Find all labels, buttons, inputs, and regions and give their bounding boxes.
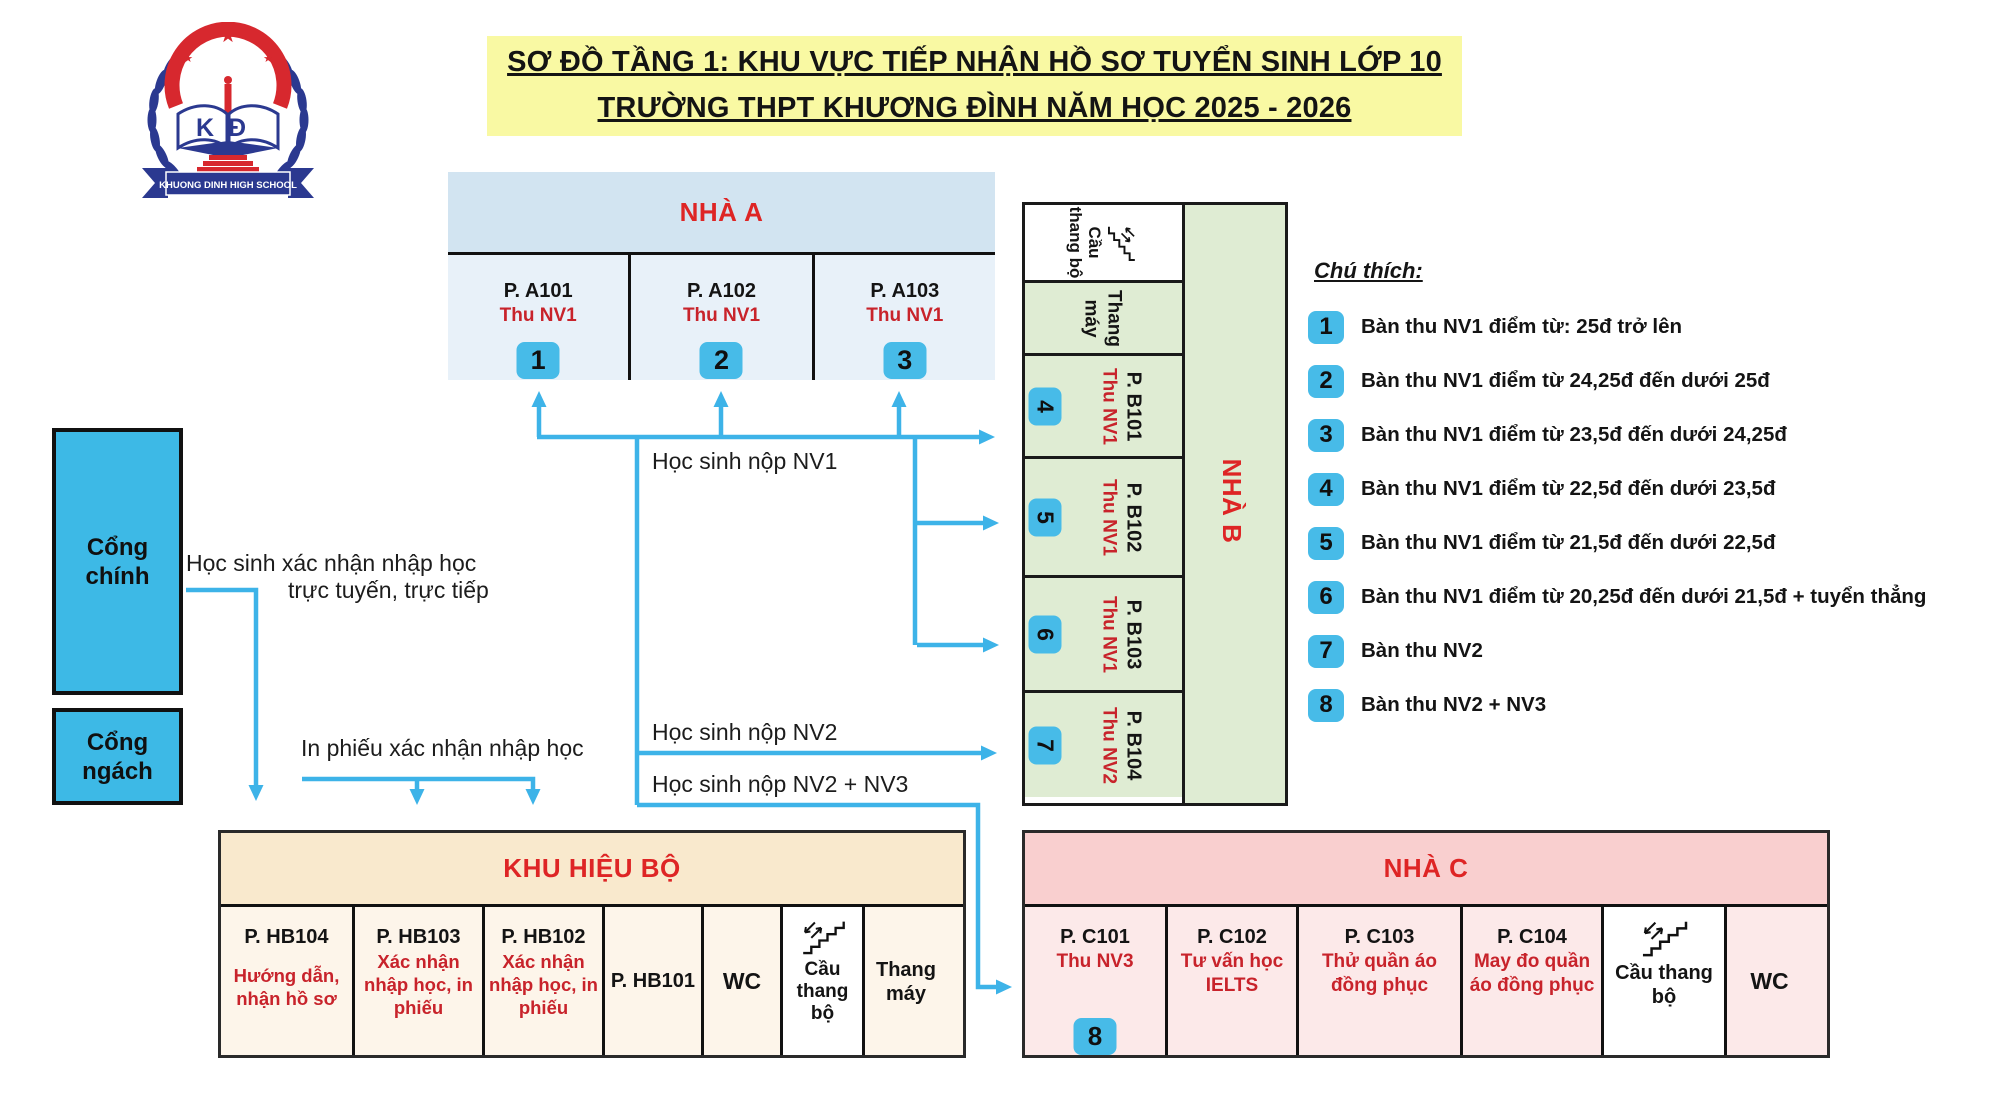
school-logo (128, 22, 328, 200)
badge-5: 5 (1028, 498, 1061, 536)
room-a101: P. A101 Thu NV1 1 (448, 255, 628, 380)
badge-3: 3 (883, 342, 926, 379)
building-nha-b-title-column (1185, 205, 1285, 803)
building-nha-a (448, 172, 995, 380)
room-a102: P. A102 Thu NV1 2 (628, 255, 811, 380)
legend-badge-4: 4 (1308, 473, 1344, 506)
room-hb104: P. HB104 Hướng dẫn, nhận hồ sơ (233, 926, 340, 1009)
room-b104: P. B104 Thu NV2 7 (1025, 690, 1182, 797)
building-nha-b (1022, 202, 1288, 806)
room-b101: P. B101 Thu NV1 4 (1025, 353, 1182, 456)
legend-badge-2: 2 (1308, 365, 1344, 398)
room-a103: P. A103 Thu NV1 3 (812, 255, 995, 380)
flow-label-nv1: Học sinh nộp NV1 (652, 448, 838, 474)
building-nha-b-title: NHÀ B (1217, 458, 1248, 544)
star-icon: ★ (183, 53, 193, 65)
stairwell-nha-c (1601, 907, 1724, 1055)
building-nha-a-title: NHÀ A (448, 172, 995, 252)
legend-badge-6: 6 (1308, 581, 1344, 614)
stairs-icon (1107, 220, 1141, 266)
stairwell-nha-b (1025, 205, 1182, 280)
legend-badge-5: 5 (1308, 527, 1344, 560)
room-hb103: P. HB103 Xác nhận nhập học, in phiếu (352, 907, 482, 1055)
badge-7: 7 (1028, 726, 1061, 764)
stairwell-label: Cầu thang bộ (796, 959, 849, 1024)
room-c102: P. C102 Tư vấn học IELTS (1165, 907, 1296, 1055)
logo-banner-text: KHUONG DINH HIGH SCHOOL (159, 180, 297, 191)
legend-item: 3 Bàn thu NV1 điểm từ 23,5đ đến dưới 24,25đ (1308, 408, 1998, 462)
legend-item: 1 Bàn thu NV1 điểm từ: 25đ trở lên (1308, 300, 1998, 354)
flow-label-confirm: Học sinh xác nhận nhập học trực tuyến, trực tiếp (186, 550, 489, 603)
badge-4: 4 (1028, 387, 1061, 425)
room-hb101: P. HB101 (602, 907, 701, 1055)
badge-6: 6 (1028, 615, 1061, 653)
room-c101: P. C101 Thu NV3 8 (1025, 907, 1165, 1055)
building-nha-c-title: NHÀ C (1025, 833, 1827, 907)
flow-label-print-slip: In phiếu xác nhận nhập học (301, 735, 584, 761)
room-hb102: P. HB102 Xác nhận nhập học, in phiếu (482, 907, 602, 1055)
elevator-label: Thang máy (876, 959, 936, 1005)
side-gate: Cổng ngách (52, 708, 183, 805)
room-b103: P. B103 Thu NV1 6 (1025, 575, 1182, 690)
flow-label-nv2: Học sinh nộp NV2 (652, 719, 838, 745)
page-title-line2: TRƯỜNG THPT KHƯƠNG ĐÌNH NĂM HỌC 2025 - 2026 (597, 92, 1352, 124)
room-c103: P. C103 Thử quần áo đồng phục (1296, 907, 1460, 1055)
legend-item: 8 Bàn thu NV2 + NV3 (1308, 678, 1998, 732)
legend-badge-8: 8 (1308, 689, 1344, 722)
legend-item: 4 Bàn thu NV1 điểm từ 22,5đ đến dưới 23,5đ (1308, 462, 1998, 516)
legend-title: Chú thích: (1314, 258, 1423, 283)
page-title-line1: SƠ ĐỒ TẦNG 1: KHU VỰC TIẾP NHẬN HỒ SƠ TUYỂN SINH LỚP 10 (507, 46, 1442, 78)
stairwell-khb (780, 907, 862, 1055)
star-icon: ★ (263, 53, 273, 65)
flow-label-nv2-nv3: Học sinh nộp NV2 + NV3 (652, 771, 909, 797)
legend-badge-3: 3 (1308, 419, 1344, 452)
legend-item: 2 Bàn thu NV1 điểm từ 24,25đ đến dưới 25đ (1308, 354, 1998, 408)
room-wc-c: WC (1724, 907, 1812, 1055)
badge-8: 8 (1074, 1018, 1117, 1055)
badge-2: 2 (700, 342, 743, 379)
main-gate: Cổng chính (52, 428, 183, 695)
star-icon: ★ (219, 25, 237, 47)
room-b102: P. B102 Thu NV1 5 (1025, 456, 1182, 575)
stairwell-label: Cầu thang bộ (1615, 962, 1713, 1008)
building-khu-hieu-bo (218, 830, 966, 1058)
stairwell-label: Cầu thang bộ (1066, 206, 1105, 279)
stairs-icon (796, 915, 850, 957)
legend-badge-1: 1 (1308, 311, 1344, 344)
page-title (487, 36, 1462, 136)
elevator-nha-b (1025, 280, 1182, 353)
stairs-icon (1635, 915, 1693, 959)
elevator-khb (862, 907, 947, 1055)
room-wc-hb: WC (701, 907, 780, 1055)
banner-ribbon (142, 168, 314, 198)
legend-badge-7: 7 (1308, 635, 1344, 668)
building-khu-hieu-bo-title: KHU HIỆU BỘ (221, 833, 963, 907)
room-c104: P. C104 May đo quần áo đồng phục (1460, 907, 1601, 1055)
building-nha-c (1022, 830, 1830, 1058)
elevator-label: Thang máy (1080, 289, 1125, 347)
logo-monogram: KĐ (195, 114, 261, 142)
legend-item: 5 Bàn thu NV1 điểm từ 21,5đ đến dưới 22,5đ (1308, 516, 1998, 570)
badge-1: 1 (517, 342, 560, 379)
legend (1308, 258, 1998, 732)
legend-item: 7 Bàn thu NV2 (1308, 624, 1998, 678)
legend-item: 6 Bàn thu NV1 điểm từ 20,25đ đến dưới 21,5đ + tuyển thẳng (1308, 570, 1998, 624)
